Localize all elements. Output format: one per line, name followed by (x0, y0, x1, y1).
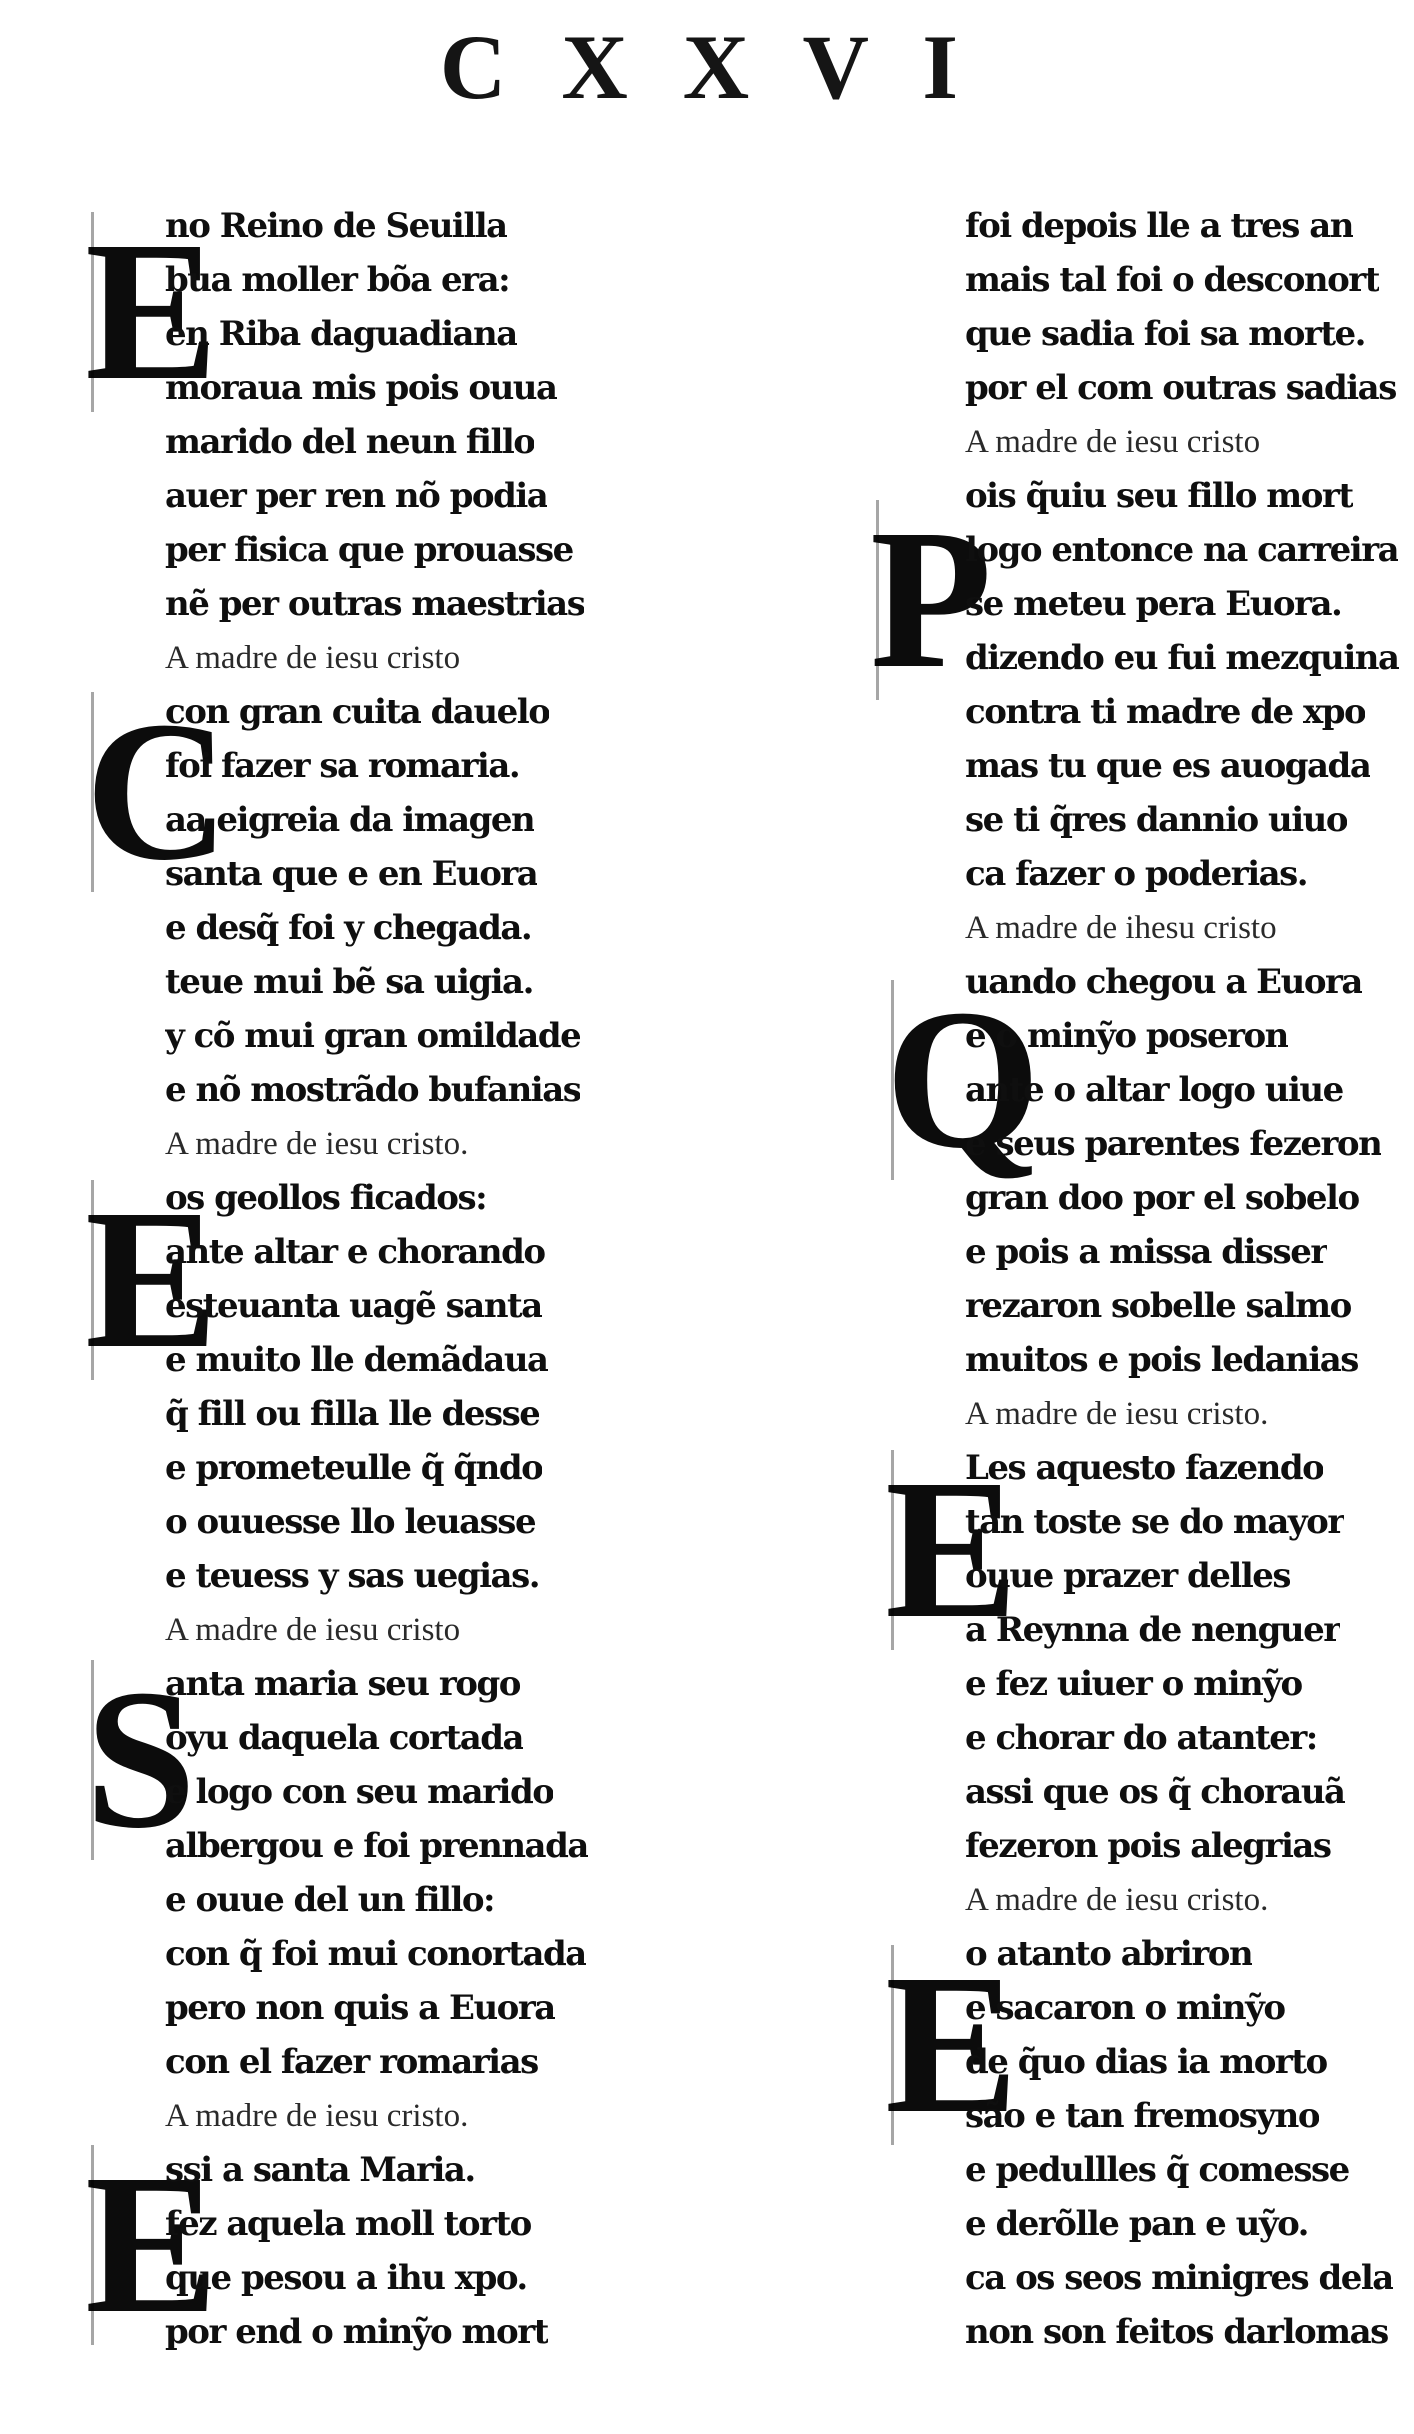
text-line: non son feitos darlomas (965, 2312, 1388, 2352)
text-line: e logo con seu marido (165, 1772, 554, 1812)
text-line: e teuess y sas uegias. (165, 1556, 540, 1596)
text-line: foi depois lle a tres an (965, 206, 1353, 246)
left-column (85, 200, 805, 2420)
text-line: e muito lle demãdaua (165, 1340, 548, 1380)
text-line: dizendo eu fui mezquina (965, 638, 1399, 678)
text-line: por end o minỹo mort (165, 2312, 548, 2352)
decorated-initial: E (885, 1439, 1019, 1660)
text-line: assi que os q̃ chorauã (965, 1772, 1345, 1812)
text-line: se ti q̃res dannio uiuo (965, 800, 1348, 840)
text-line: con q̃ foi mui conortada (165, 1934, 586, 1974)
text-line: ante o altar logo uiue (965, 1070, 1343, 1110)
text-line: bua moller bõa era: (165, 260, 510, 300)
text-line: moraua mis pois ouua (165, 368, 557, 408)
text-line: ois q̃uiu seu fillo mort (965, 476, 1353, 516)
text-line: con gran cuita dauelo (165, 692, 550, 732)
text-line: per fisica que prouasse (165, 530, 573, 570)
text-line: q̃ fill ou filla lle desse (165, 1394, 540, 1434)
text-line: e fez uiuer o minỹo (965, 1664, 1302, 1704)
text-line: logo entonce na carreira (965, 530, 1399, 570)
text-line: de q̃uo dias ia morto (965, 2042, 1327, 2082)
text-line: teue mui bẽ sa uigia. (165, 962, 533, 1002)
text-line: Les aquesto fazendo (965, 1448, 1324, 1488)
text-line: nẽ per outras maestrias (165, 584, 585, 624)
text-line: fez aquela moll torto (165, 2204, 531, 2244)
text-line: e nõ mostrãdo bufanias (165, 1070, 581, 1110)
text-line: santa que e en Euora (165, 854, 538, 894)
text-line: mas tu que es auogada (965, 746, 1371, 786)
text-line: tan toste se do mayor (965, 1502, 1344, 1542)
refrain-line: A madre de iesu cristo. (965, 1882, 1269, 1918)
decorated-initial: E (885, 1934, 1019, 2155)
text-line: contra ti madre de xpo (965, 692, 1366, 732)
text-line: e chorar do atanter: (965, 1718, 1317, 1758)
decorated-initial: P (870, 489, 993, 710)
text-line: ouue prazer delles (965, 1556, 1291, 1596)
text-line: e sacaron o minỹo (965, 1988, 1285, 2028)
text-line: ssi a santa Maria. (165, 2150, 475, 2190)
refrain-line: A madre de iesu cristo. (165, 1126, 469, 1162)
text-line: e prometeulle q̃ q̃ndo (165, 1448, 543, 1488)
text-line: que pesou a ihu xpo. (165, 2258, 527, 2298)
text-line: en Riba daguadiana (165, 314, 517, 354)
text-line: e ouue del un fillo: (165, 1880, 495, 1920)
text-line: no Reino de Seuilla (165, 206, 507, 246)
text-line: pero non quis a Euora (165, 1988, 555, 2028)
text-line: e seus parentes fezeron (965, 1124, 1382, 1164)
text-line: por el com outras sadias (965, 368, 1396, 408)
text-line: esteuanta uagẽ santa (165, 1286, 542, 1326)
text-line: auer per ren nõ podia (165, 476, 548, 516)
text-line: mais tal foi o desconort (965, 260, 1379, 300)
text-line: o atanto abriron (965, 1934, 1253, 1974)
text-line: e o minỹo poseron (965, 1016, 1288, 1056)
text-line: anta maria seu rogo (165, 1664, 520, 1704)
right-column (870, 200, 1414, 2420)
text-line: a Reynna de nenguer (965, 1610, 1340, 1650)
text-line: gran doo por el sobelo (965, 1178, 1359, 1218)
text-line: aa eigreia da imagen (165, 800, 535, 840)
text-line: uando chegou a Euora (965, 962, 1362, 1002)
text-line: foi fazer sa romaria. (165, 746, 520, 786)
refrain-line: A madre de iesu cristo (965, 424, 1261, 460)
refrain-line: A madre de iesu cristo (165, 640, 461, 676)
text-line: oyu daquela cortada (165, 1718, 524, 1758)
text-line: e pois a missa disser (965, 1232, 1327, 1272)
decorated-initial: Q (885, 969, 1041, 1190)
text-line: e pedullles q̃ comesse (965, 2150, 1349, 2190)
decorated-initial: E (85, 1169, 219, 1390)
text-line: albergou e foi prennada (165, 1826, 588, 1866)
text-line: e desq̃ foi y chegada. (165, 908, 532, 948)
refrain-line: A madre de iesu cristo (165, 1612, 461, 1648)
text-line: ca os seos minigres dela (965, 2258, 1393, 2298)
text-line: ca fazer o poderias. (965, 854, 1308, 894)
decorated-initial: E (85, 2134, 219, 2355)
text-line: e derõlle pan e uỹo. (965, 2204, 1308, 2244)
text-line: os geollos ficados: (165, 1178, 487, 1218)
text-line: fezeron pois alegrias (965, 1826, 1331, 1866)
text-line: o ouuesse llo leuasse (165, 1502, 536, 1542)
refrain-line: A madre de iesu cristo. (965, 1396, 1269, 1432)
text-line: con el fazer romarias (165, 2042, 538, 2082)
text-line: rezaron sobelle salmo (965, 1286, 1351, 1326)
text-line: são e tan fremosyno (965, 2096, 1320, 2136)
text-line: y cõ mui gran omildade (165, 1016, 581, 1056)
decorated-initial: E (85, 201, 219, 422)
decorated-initial: S (85, 1649, 197, 1870)
folio-number: C X X V I (439, 16, 975, 118)
text-line: marido del neun fillo (165, 422, 535, 462)
text-line: muitos e pois ledanias (965, 1340, 1358, 1380)
refrain-line: A madre de ihesu cristo (965, 910, 1277, 946)
text-line: ante altar e chorando (165, 1232, 545, 1272)
text-line: se meteu pera Euora. (965, 584, 1342, 624)
text-line: que sadia foi sa morte. (965, 314, 1365, 354)
refrain-line: A madre de iesu cristo. (165, 2098, 469, 2134)
decorated-initial: C (85, 681, 230, 902)
